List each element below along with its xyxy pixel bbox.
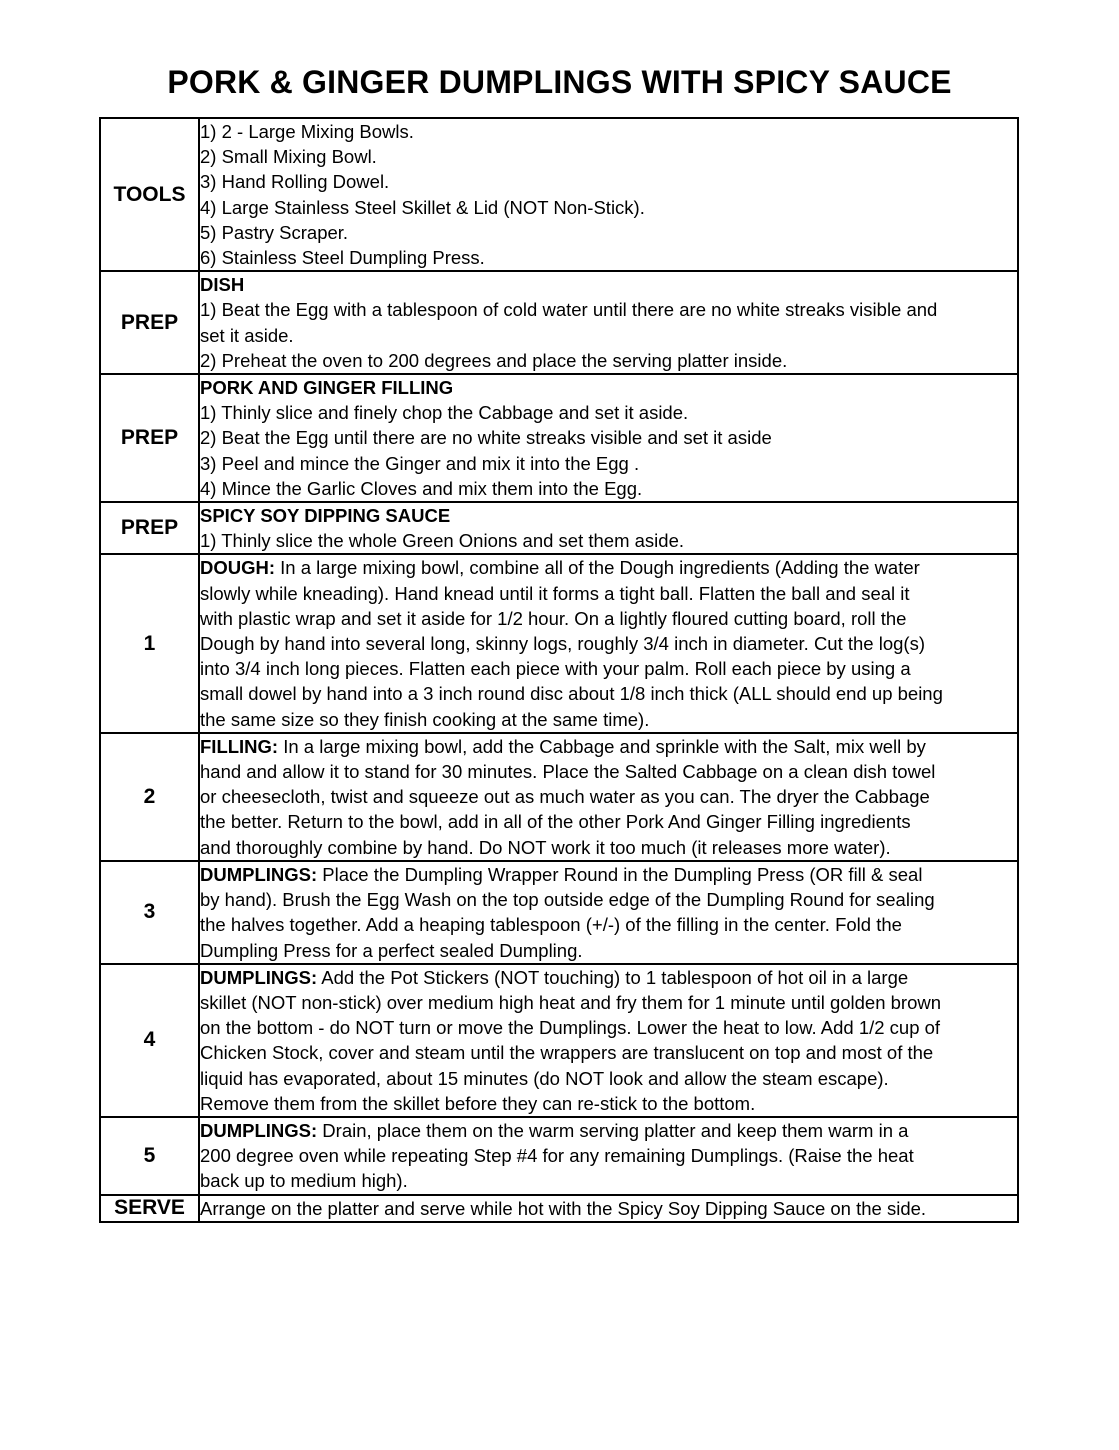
step-lead: DUMPLINGS: bbox=[200, 1119, 318, 1141]
table-row bbox=[100, 118, 1018, 271]
text-line: by hand). Brush the Egg Wash on the top outside edge of the Dumpling Round for sealing bbox=[200, 889, 935, 911]
text-line bbox=[200, 1118, 1017, 1143]
text-line: skillet (NOT non-stick) over medium high heat and fry them for 1 minute until golden brown bbox=[200, 991, 942, 1013]
text-line: 4) Mince the Garlic Cloves and mix them into the Egg. bbox=[200, 477, 643, 499]
text-line: hand and allow it to stand for 30 minutes. Place the Salted Cabbage on a clean dish towel bbox=[200, 761, 936, 783]
step-lead: DUMPLINGS: bbox=[200, 966, 318, 988]
step-text: Place the Dumpling Wrapper Round in the Dumpling Press (OR fill & seal bbox=[317, 863, 923, 885]
text-line: 1) Thinly slice and finely chop the Cabbage and set it aside. bbox=[200, 402, 689, 424]
text-line bbox=[200, 965, 1017, 990]
row-label: PREP bbox=[100, 374, 199, 502]
step-number: 4 bbox=[100, 964, 199, 1117]
text-line: Dough by hand into several long, skinny logs, roughly 3/4 inch in diameter. Cut the log(s) bbox=[200, 633, 925, 655]
row-content bbox=[199, 1195, 1018, 1222]
text-line: 1) 2 - Large Mixing Bowls. bbox=[200, 121, 414, 142]
text-line: and thoroughly combine by hand. Do NOT work it too much (it releases more water). bbox=[200, 836, 891, 858]
step-number: 2 bbox=[100, 733, 199, 861]
text-line: on the bottom - do NOT turn or move the Dumplings. Lower the heat to low. Add 1/2 cup of bbox=[200, 1017, 941, 1039]
text-line: 1) Thinly slice the whole Green Onions and set them aside. bbox=[200, 530, 684, 552]
table-row bbox=[100, 502, 1018, 554]
text-line: Chicken Stock, cover and steam until the wrappers are translucent on top and most of the bbox=[200, 1042, 934, 1064]
text-line: set it aside. bbox=[200, 324, 294, 346]
text-line: into 3/4 inch long pieces. Flatten each piece with your palm. Roll each piece by using a bbox=[200, 658, 911, 680]
text-line: the same size so they finish cooking at the same time). bbox=[200, 708, 650, 730]
text-line: the better. Return to the bowl, add in all of the other Pork And Ginger Filling ingredients bbox=[200, 811, 911, 833]
step-text: In a large mixing bowl, combine all of the Dough ingredients (Adding the water bbox=[275, 557, 920, 579]
text-line: 6) Stainless Steel Dumpling Press. bbox=[200, 247, 485, 269]
row-content bbox=[199, 374, 1018, 502]
step-text: Add the Pot Stickers (NOT touching) to 1 tablespoon of hot oil in a large bbox=[317, 966, 909, 988]
text-line: 3) Hand Rolling Dowel. bbox=[200, 171, 390, 193]
row-content bbox=[199, 271, 1018, 374]
row-content bbox=[199, 861, 1018, 964]
text-line: or cheesecloth, twist and squeeze out as much water as you can. The dryer the Cabbage bbox=[200, 786, 930, 808]
text-line: back up to medium high). bbox=[200, 1170, 408, 1192]
text-line: 200 degree oven while repeating Step #4 for any remaining Dumplings. (Raise the heat bbox=[200, 1145, 914, 1167]
table-row bbox=[100, 964, 1018, 1117]
section-heading: SPICY SOY DIPPING SAUCE bbox=[200, 505, 451, 527]
text-line: 2) Preheat the oven to 200 degrees and place the serving platter inside. bbox=[200, 349, 788, 371]
step-lead: DOUGH: bbox=[200, 557, 276, 579]
row-content bbox=[199, 118, 1018, 271]
row-content bbox=[199, 964, 1018, 1117]
row-content bbox=[199, 554, 1018, 732]
row-content bbox=[199, 502, 1018, 554]
text-line: liquid has evaporated, about 15 minutes (do NOT look and allow the steam escape). bbox=[200, 1067, 889, 1089]
text-line bbox=[200, 734, 1017, 759]
text-line: Dumpling Press for a perfect sealed Dumpling. bbox=[200, 939, 583, 961]
text-line bbox=[200, 862, 1017, 887]
text-line: 2) Small Mixing Bowl. bbox=[200, 146, 377, 168]
text-line: 3) Peel and mince the Ginger and mix it into the Egg . bbox=[200, 452, 640, 474]
step-lead: DUMPLINGS: bbox=[200, 863, 318, 885]
text-line: 2) Beat the Egg until there are no white streaks visible and set it aside bbox=[200, 427, 772, 449]
text-line: Remove them from the skillet before they can re-stick to the bottom. bbox=[200, 1092, 756, 1114]
recipe-title: PORK & GINGER DUMPLINGS WITH SPICY SAUCE bbox=[167, 64, 952, 100]
step-text: In a large mixing bowl, add the Cabbage and sprinkle with the Salt, mix well by bbox=[278, 735, 926, 757]
table-row bbox=[100, 554, 1018, 732]
row-content bbox=[199, 733, 1018, 861]
table-row bbox=[100, 733, 1018, 861]
recipe-table bbox=[99, 117, 1019, 1223]
step-number: 5 bbox=[100, 1117, 199, 1195]
section-heading: PORK AND GINGER FILLING bbox=[200, 377, 454, 399]
row-content bbox=[199, 1117, 1018, 1195]
text-line bbox=[200, 555, 1017, 580]
row-label: TOOLS bbox=[100, 118, 199, 271]
step-number: 3 bbox=[100, 861, 199, 964]
step-text: Drain, place them on the warm serving platter and keep them warm in a bbox=[317, 1119, 909, 1141]
text-line: small dowel by hand into a 3 inch round disc about 1/8 inch thick (ALL should end up being bbox=[200, 683, 943, 705]
table-row bbox=[100, 271, 1018, 374]
text-line: 5) Pastry Scraper. bbox=[200, 221, 349, 243]
table-row bbox=[100, 1195, 1018, 1222]
text-line: 1) Beat the Egg with a tablespoon of cold water until there are no white streaks visible and bbox=[200, 299, 938, 321]
text-line: slowly while kneading). Hand knead until it forms a tight ball. Flatten the ball and seal it bbox=[200, 582, 910, 604]
row-label: PREP bbox=[100, 271, 199, 374]
table-row bbox=[100, 1117, 1018, 1195]
table-row bbox=[100, 374, 1018, 502]
text-line: the halves together. Add a heaping tablespoon (+/-) of the filling in the center. Fold the bbox=[200, 914, 902, 936]
row-label: SERVE bbox=[100, 1195, 199, 1222]
step-lead: FILLING: bbox=[200, 735, 279, 757]
row-label: PREP bbox=[100, 502, 199, 554]
table-row bbox=[100, 861, 1018, 964]
section-heading: DISH bbox=[200, 274, 245, 296]
step-number: 1 bbox=[100, 554, 199, 732]
text-line: 4) Large Stainless Steel Skillet & Lid (NOT Non-Stick). bbox=[200, 196, 645, 218]
text-line: with plastic wrap and set it aside for 1/2 hour. On a lightly floured cutting board, roll the bbox=[200, 607, 907, 629]
text-line: Arrange on the platter and serve while hot with the Spicy Soy Dipping Sauce on the side. bbox=[200, 1197, 927, 1219]
